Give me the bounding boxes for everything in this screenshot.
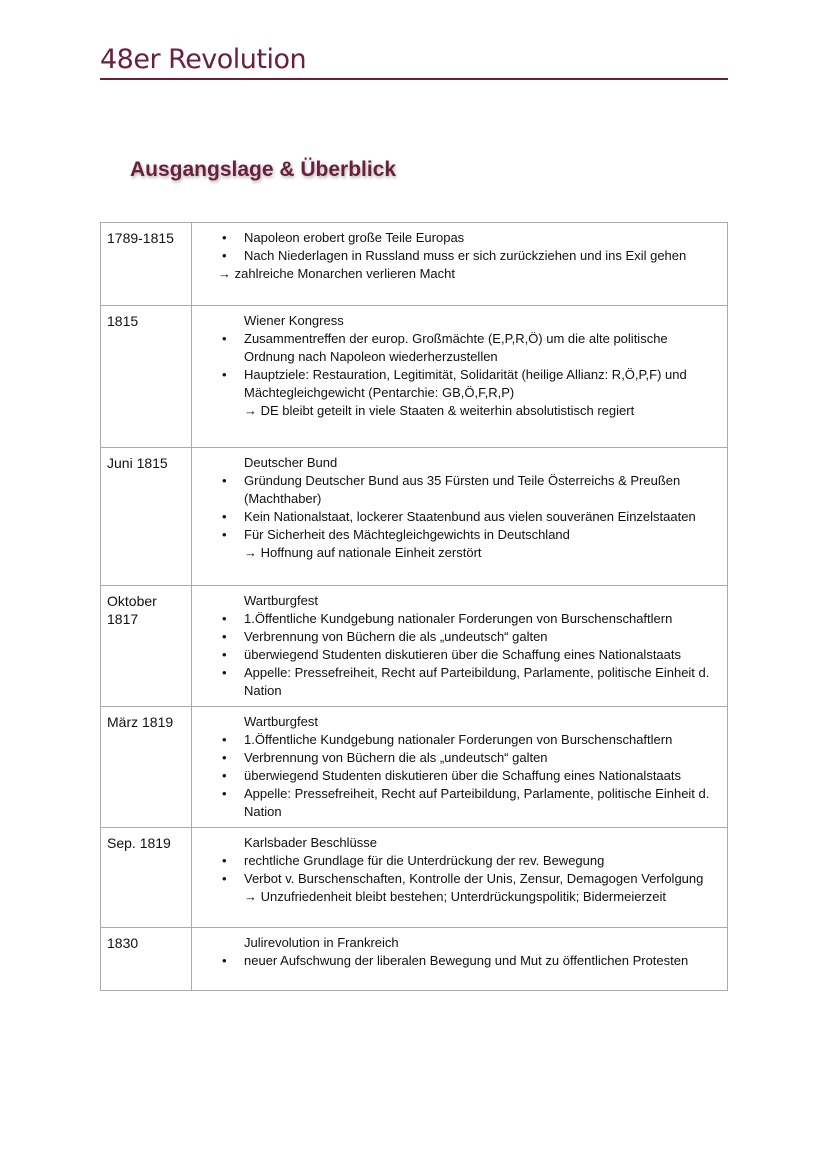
row-date: 1789-1815 — [101, 223, 192, 306]
row-content — [192, 586, 728, 707]
bullet-item: • 1.Öffentliche Kundgebung nationaler Forderungen von Burschenschaftlern — [198, 610, 721, 628]
event-heading: Deutscher Bund — [244, 455, 338, 470]
row-content — [192, 223, 728, 306]
bullet-item: • Verbrennung von Büchern die als „undeutsch“ galten — [198, 749, 721, 767]
bullet-item: • Gründung Deutscher Bund aus 35 Fürsten und Teile Österreichs & Preußen (Machthaber) — [198, 472, 721, 508]
bullet-item: • Verbrennung von Büchern die als „undeutsch“ galten — [198, 628, 721, 646]
consequence-line: → Unzufriedenheit bleibt bestehen; Unterdrückungspolitik; Bidermeierzeit — [244, 889, 666, 904]
timeline-row — [101, 707, 728, 828]
timeline-row — [101, 828, 728, 928]
row-date: Sep. 1819 — [101, 828, 192, 928]
timeline-row — [101, 223, 728, 306]
bullet-item: • Verbot v. Burschenschaften, Kontrolle der Unis, Zensur, Demagogen Verfolgung — [198, 870, 721, 888]
bullet-item: • Hauptziele: Restauration, Legitimität, Solidarität (heilige Allianz: R,Ö,P,F) und Mächtegleichgewicht (Pentarchie: GB,Ö,F,R,P) — [198, 366, 721, 402]
bullet-item: • Nach Niederlagen in Russland muss er sich zurückziehen und ins Exil gehen — [198, 247, 721, 265]
row-date: Oktober 1817 — [101, 586, 192, 707]
row-content — [192, 306, 728, 448]
row-date: März 1819 — [101, 707, 192, 828]
event-heading: Wartburgfest — [244, 593, 318, 608]
event-heading: Karlsbader Beschlüsse — [244, 835, 377, 850]
bullet-item: • neuer Aufschwung der liberalen Bewegung und Mut zu öffentlichen Protesten — [198, 952, 721, 970]
consequence-line: → zahlreiche Monarchen verlieren Macht — [218, 266, 455, 281]
bullet-item: • Zusammentreffen der europ. Großmächte (E,P,R,Ö) um die alte politische Ordnung nach Napoleon wiederherzustellen — [198, 330, 721, 366]
bullet-item: • Appelle: Pressefreiheit, Recht auf Parteibildung, Parlamente, politische Einheit d. Nation — [198, 664, 721, 700]
document-title: 48er Revolution — [100, 44, 307, 75]
row-content — [192, 707, 728, 828]
event-heading: Julirevolution in Frankreich — [244, 935, 399, 950]
consequence-line: → DE bleibt geteilt in viele Staaten & weiterhin absolutistisch regiert — [244, 403, 635, 418]
timeline-table — [100, 222, 728, 991]
row-content — [192, 928, 728, 991]
row-date: Juni 1815 — [101, 448, 192, 586]
row-date: 1815 — [101, 306, 192, 448]
row-date: 1830 — [101, 928, 192, 991]
bullet-item: • Napoleon erobert große Teile Europas — [198, 229, 721, 247]
event-heading: Wartburgfest — [244, 714, 318, 729]
title-divider — [100, 78, 728, 80]
section-heading: Ausgangslage & Überblick — [130, 158, 397, 181]
consequence-line: → Hoffnung auf nationale Einheit zerstört — [244, 545, 482, 560]
bullet-item: • 1.Öffentliche Kundgebung nationaler Forderungen von Burschenschaftlern — [198, 731, 721, 749]
bullet-item: • überwiegend Studenten diskutieren über die Schaffung eines Nationalstaats — [198, 767, 721, 785]
bullet-item: • Appelle: Pressefreiheit, Recht auf Parteibildung, Parlamente, politische Einheit d. Nation — [198, 785, 721, 821]
event-heading: Wiener Kongress — [244, 313, 344, 328]
bullet-item: • Kein Nationalstaat, lockerer Staatenbund aus vielen souveränen Einzelstaaten — [198, 508, 721, 526]
row-content — [192, 448, 728, 586]
bullet-item: • überwiegend Studenten diskutieren über die Schaffung eines Nationalstaats — [198, 646, 721, 664]
timeline-row — [101, 928, 728, 991]
timeline-row — [101, 586, 728, 707]
bullet-item: • Für Sicherheit des Mächtegleichgewichts in Deutschland — [198, 526, 721, 544]
row-content — [192, 828, 728, 928]
timeline-row — [101, 448, 728, 586]
bullet-item: • rechtliche Grundlage für die Unterdrückung der rev. Bewegung — [198, 852, 721, 870]
timeline-row — [101, 306, 728, 448]
